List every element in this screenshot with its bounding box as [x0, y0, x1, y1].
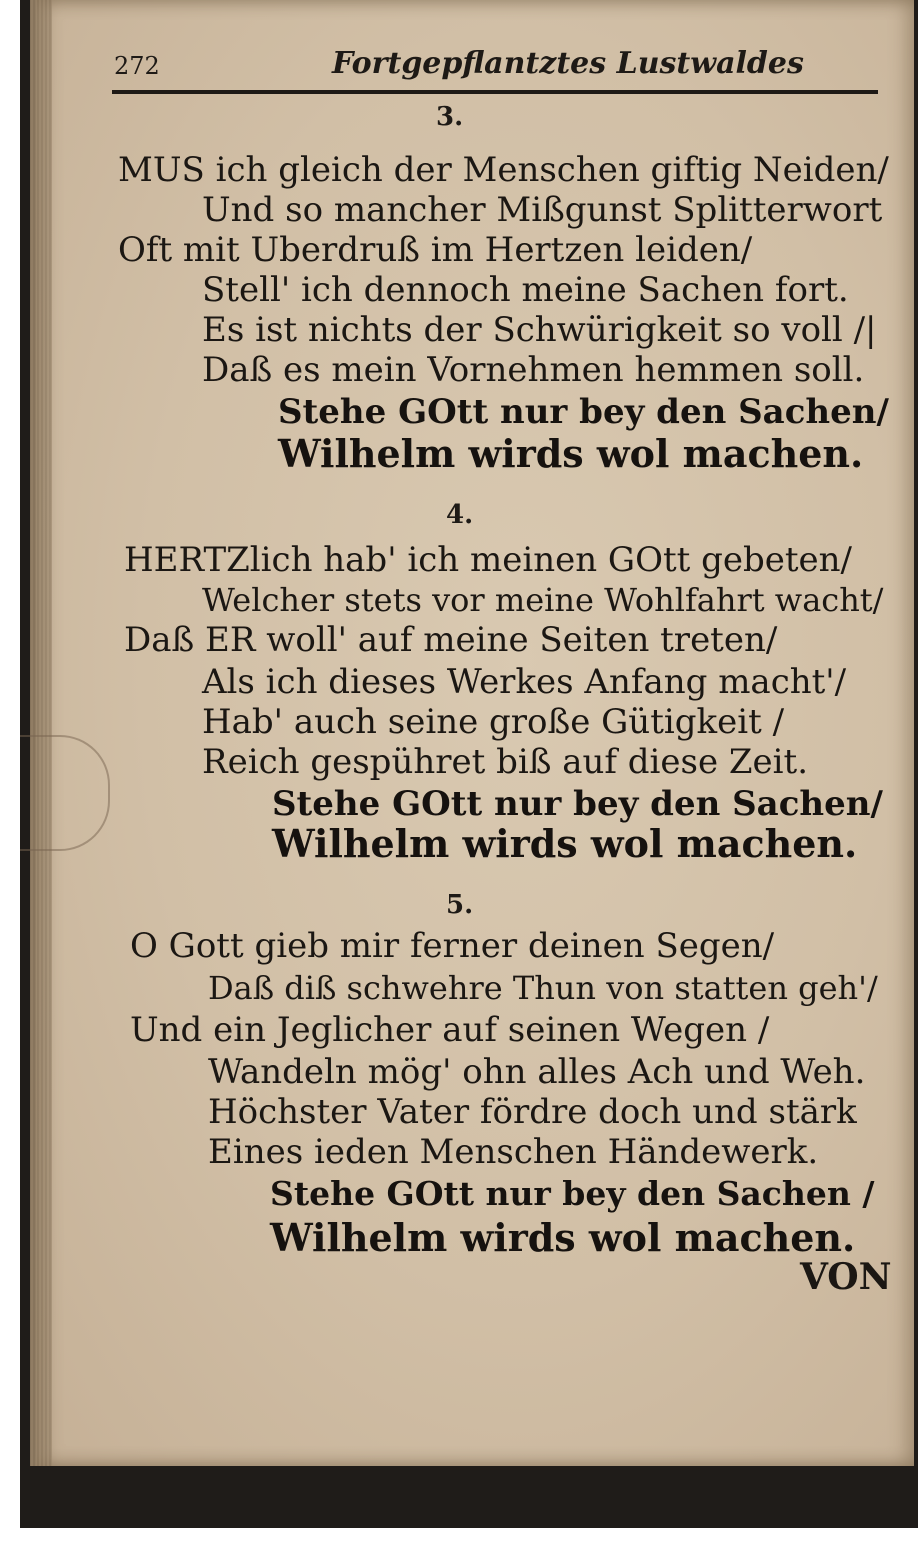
verse-line: Und ein Jeglicher auf seinen Wegen / [130, 1010, 770, 1050]
refrain-line: Wilhelm wirds wol machen. [270, 1215, 856, 1260]
verse-line: Wandeln mög' ohn alles Ach und Weh. [208, 1052, 866, 1092]
verse-line: Es ist nichts der Schwürigkeit so voll /| [202, 310, 877, 350]
verse-line: MUS ich gleich der Menschen giftig Neiden/ [118, 150, 889, 190]
refrain-line: Wilhelm wirds wol machen. [272, 821, 858, 866]
verse-line: Daß es mein Vornehmen hemmen soll. [202, 350, 865, 390]
stanza-number: 5. [446, 890, 474, 920]
verse-line: Hab' auch seine große Gütigkeit / [202, 702, 785, 742]
verse-line: Höchster Vater fördre doch und stärk [208, 1092, 857, 1132]
stanza-number: 4. [446, 500, 474, 530]
verse-line: Stell' ich dennoch meine Sachen fort. [202, 270, 849, 310]
refrain-line: Wilhelm wirds wol machen. [278, 431, 864, 476]
verse-line: Daß ER woll' auf meine Seiten treten/ [124, 620, 778, 660]
verse-line: Oft mit Uberdruß im Hertzen leiden/ [118, 230, 753, 270]
page-number: 272 [114, 52, 160, 80]
verse-line: Welcher stets vor meine Wohlfahrt wacht/ [202, 581, 884, 619]
verse-line: Reich gespühret biß auf diese Zeit. [202, 742, 809, 782]
catchword: VON [800, 1256, 892, 1298]
page-header [112, 42, 878, 94]
page-gutter-edge [30, 0, 52, 1466]
running-title: Fortgepflantztes Lustwaldes [332, 46, 804, 81]
verse-line: O Gott gieb mir ferner deinen Segen/ [130, 926, 775, 966]
verse-line: Daß diß schwehre Thun von statten geh'/ [208, 969, 878, 1007]
page-tab-mark [20, 735, 110, 851]
refrain-line: Stehe GOtt nur bey den Sachen/ [278, 392, 889, 432]
verse-line: Und so mancher Mißgunst Splitterwort [202, 190, 883, 230]
verse-line: Eines ieden Menschen Händewerk. [208, 1132, 819, 1172]
verse-line: HERTZlich hab' ich meinen GOtt gebeten/ [124, 540, 853, 580]
verse-line: Als ich dieses Werkes Anfang macht'/ [202, 662, 847, 702]
refrain-line: Stehe GOtt nur bey den Sachen / [270, 1174, 875, 1213]
stanza-number: 3. [436, 102, 464, 132]
refrain-line: Stehe GOtt nur bey den Sachen/ [272, 784, 883, 824]
